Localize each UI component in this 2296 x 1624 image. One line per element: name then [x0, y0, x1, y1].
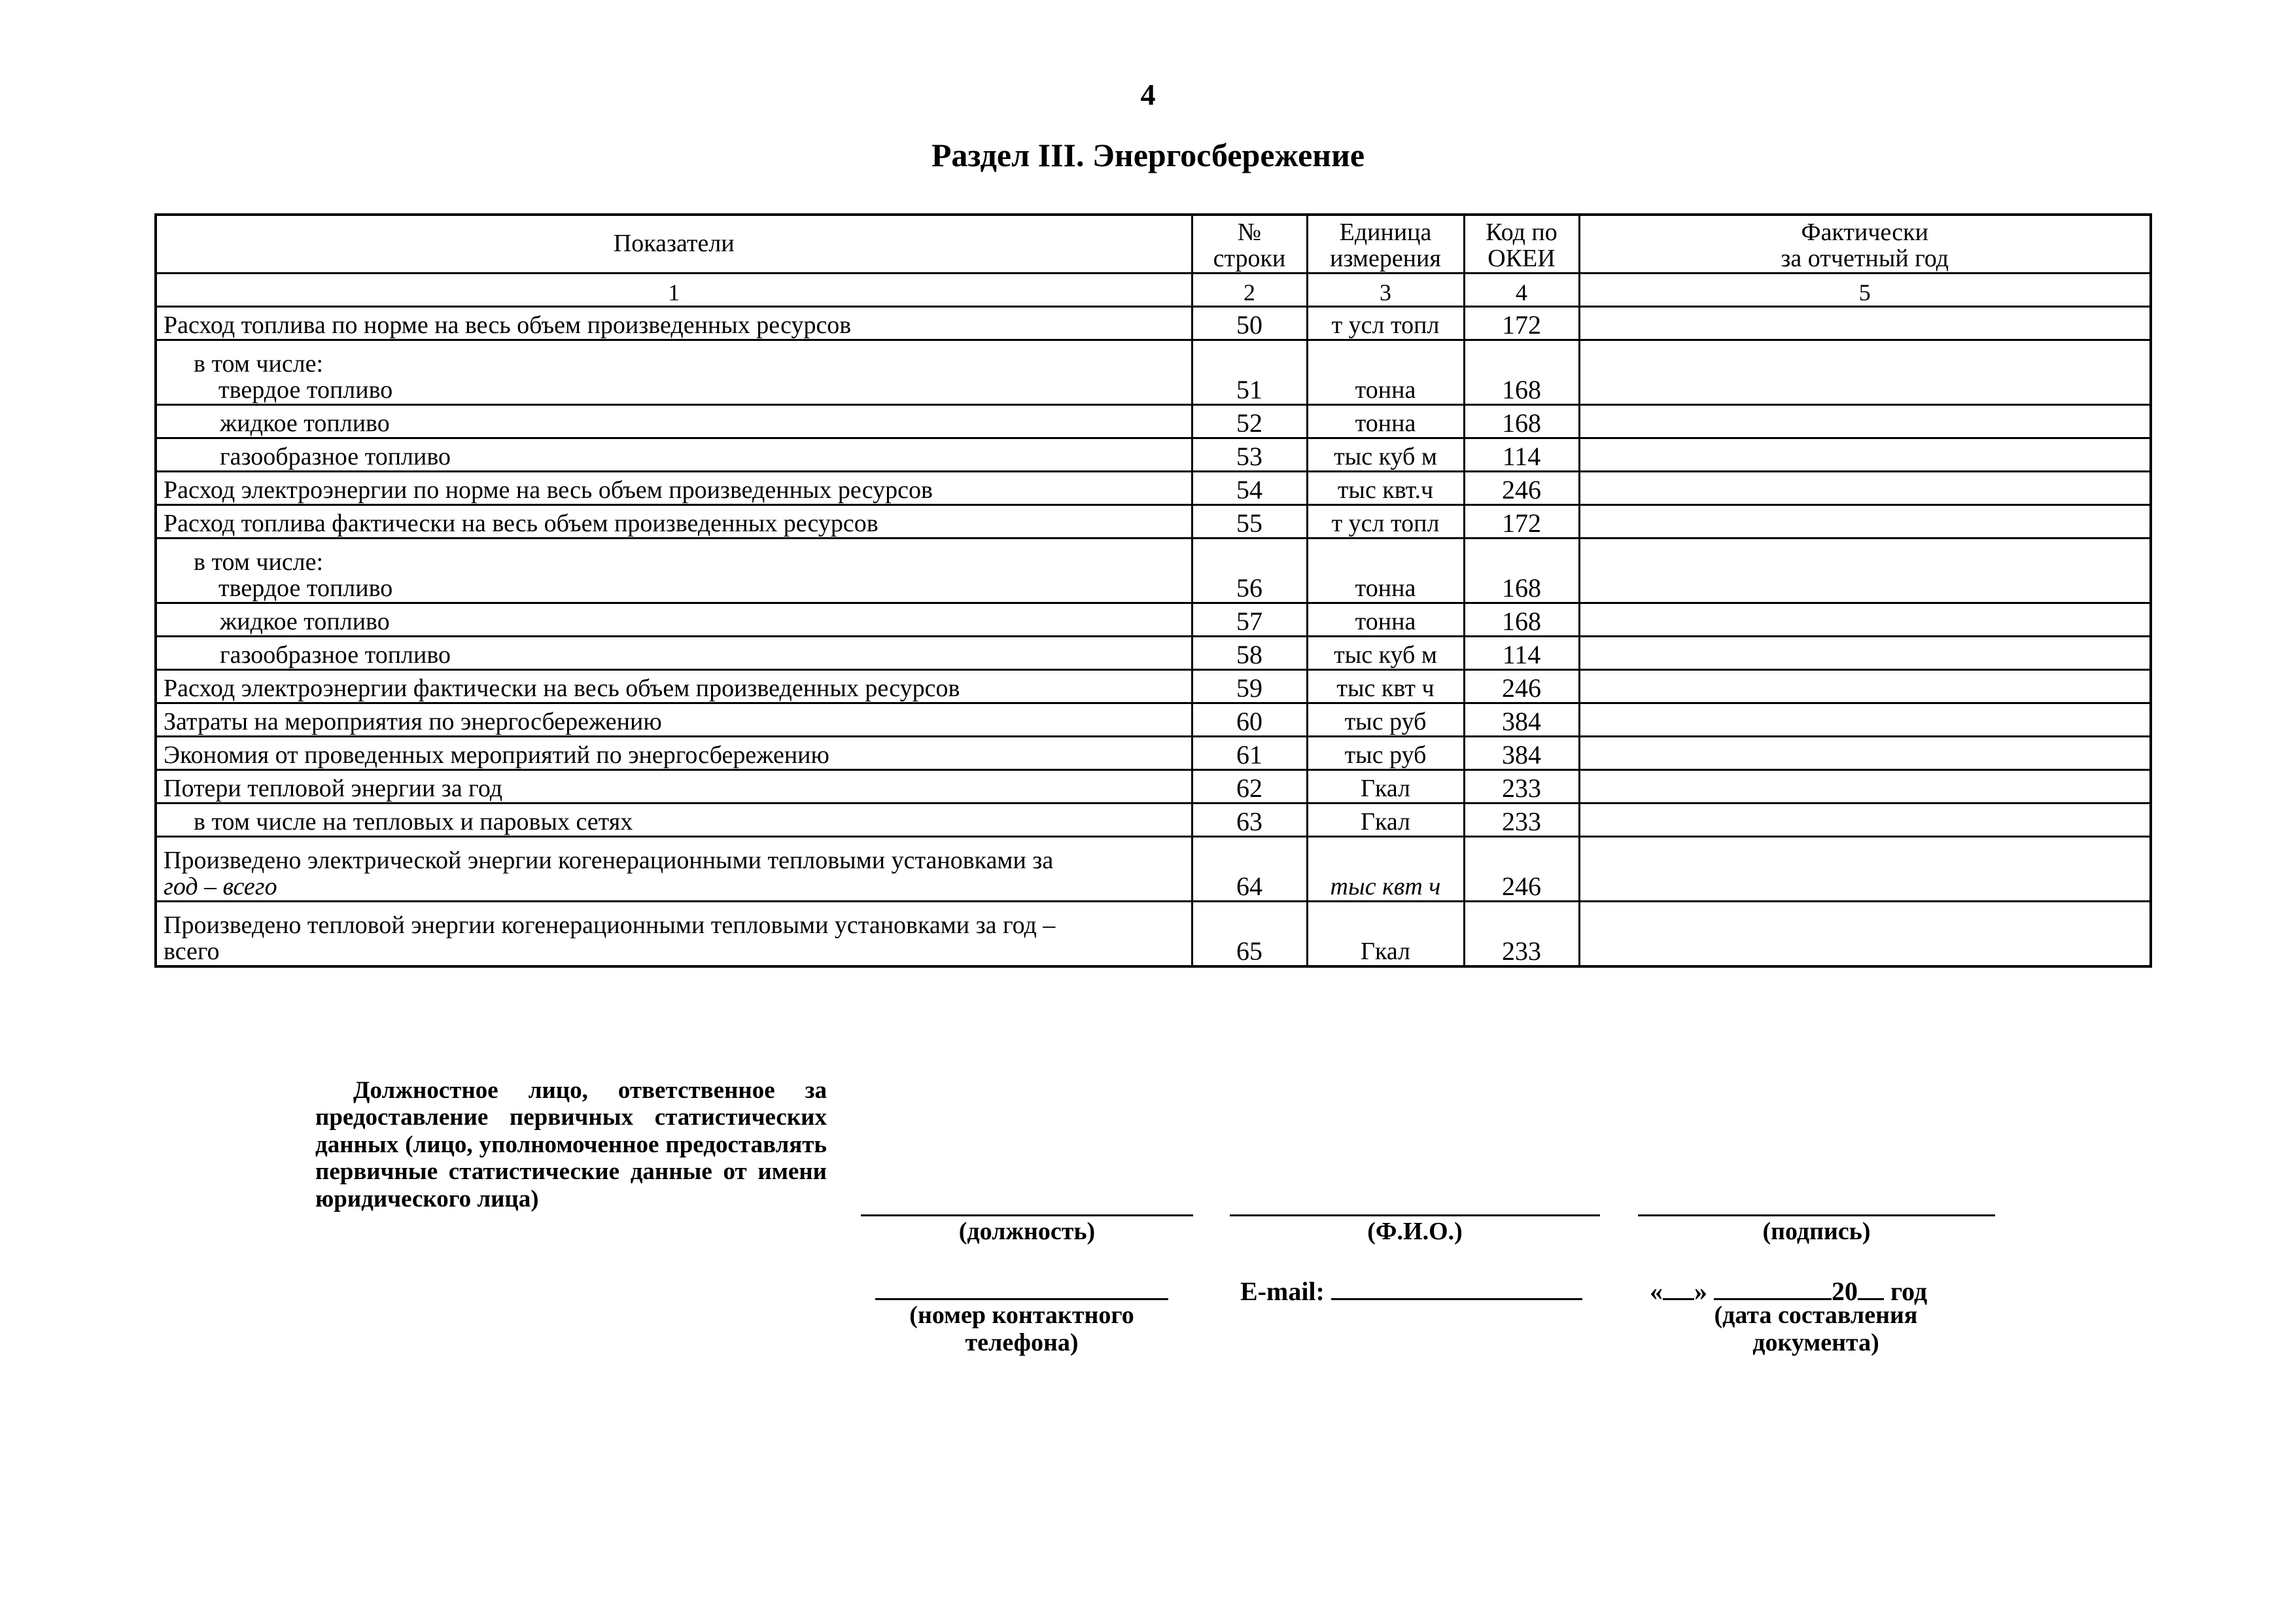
row-label: жидкое топливо	[156, 603, 1192, 637]
column-numbers-row	[156, 274, 2151, 307]
row-number: 53	[1192, 438, 1307, 472]
row-label: Расход электроэнергии по норме на весь объем произведенных ресурсов	[156, 472, 1192, 505]
row-number: 63	[1192, 803, 1307, 837]
header-unit	[1307, 215, 1464, 274]
row-value[interactable]	[1579, 505, 2151, 538]
table-row	[156, 438, 2151, 472]
row-unit: тыс квт.ч	[1307, 472, 1464, 505]
date-close-quote: »	[1694, 1277, 1707, 1306]
row-number: 54	[1192, 472, 1307, 505]
responsible-official-text: Должностное лицо, ответственное за предоставление первичных статистических данных (лицо, уполномоченное предоставлять первичные статистические данные от имени юридического лица)	[315, 1077, 827, 1212]
row-label: газообразное топливо	[156, 637, 1192, 670]
table-row	[156, 637, 2151, 670]
table-row	[156, 405, 2151, 438]
date-caption	[1672, 1302, 1960, 1357]
row-okei: 246	[1464, 472, 1579, 505]
table-row	[156, 803, 2151, 837]
row-number: 65	[1192, 902, 1307, 967]
row-label-line1: Произведено тепловой энергии когенерационными тепловыми установками за год –	[164, 911, 1056, 940]
row-okei: 168	[1464, 538, 1579, 603]
name-field[interactable]	[1230, 1214, 1600, 1216]
header-unit-line2: измерения	[1330, 245, 1441, 273]
row-sublabel: твердое топливо	[218, 376, 393, 404]
row-number: 61	[1192, 737, 1307, 770]
row-unit: тонна	[1307, 603, 1464, 637]
table-row	[156, 472, 2151, 505]
position-field[interactable]	[861, 1214, 1193, 1216]
header-okei	[1464, 215, 1579, 274]
row-label-line2: год – всего	[164, 873, 277, 901]
header-actual	[1579, 215, 2151, 274]
date-month-field[interactable]	[1714, 1276, 1832, 1300]
row-number: 57	[1192, 603, 1307, 637]
row-label	[156, 538, 1192, 603]
row-okei: 168	[1464, 405, 1579, 438]
row-value[interactable]	[1579, 603, 2151, 637]
table-row	[156, 703, 2151, 737]
row-label: Расход электроэнергии фактически на весь объем произведенных ресурсов	[156, 670, 1192, 703]
row-okei: 172	[1464, 505, 1579, 538]
row-number: 62	[1192, 770, 1307, 803]
row-prelabel: в том числе:	[194, 548, 324, 576]
row-unit: тонна	[1307, 538, 1464, 603]
row-value[interactable]	[1579, 803, 2151, 837]
date-open-quote: «	[1650, 1277, 1663, 1306]
row-value[interactable]	[1579, 737, 2151, 770]
date-day-field[interactable]	[1663, 1276, 1694, 1300]
row-okei: 172	[1464, 307, 1579, 340]
row-value[interactable]	[1579, 307, 2151, 340]
row-number: 59	[1192, 670, 1307, 703]
column-number: 4	[1464, 274, 1579, 307]
row-okei: 246	[1464, 837, 1579, 902]
row-label	[156, 837, 1192, 902]
row-okei: 168	[1464, 340, 1579, 405]
email-label: E-mail:	[1240, 1277, 1325, 1306]
row-value[interactable]	[1579, 340, 2151, 405]
phone-caption-line2: телефона)	[965, 1328, 1079, 1356]
row-sublabel: твердое топливо	[218, 574, 393, 603]
row-unit: Гкал	[1307, 902, 1464, 967]
row-value[interactable]	[1579, 837, 2151, 902]
row-label	[156, 902, 1192, 967]
table-row	[156, 670, 2151, 703]
header-actual-line2: за отчетный год	[1781, 245, 1949, 273]
row-label-line1: Произведено электрической энергии когенерационными тепловыми установками за	[164, 847, 1054, 875]
page-number: 4	[1140, 78, 1156, 111]
row-value[interactable]	[1579, 902, 2151, 967]
row-okei: 246	[1464, 670, 1579, 703]
phone-field[interactable]	[875, 1298, 1168, 1300]
table-header-row	[156, 215, 2151, 274]
row-unit: тыс квт ч	[1307, 670, 1464, 703]
date-caption-line1: (дата составления	[1714, 1301, 1918, 1329]
row-value[interactable]	[1579, 405, 2151, 438]
name-caption: (Ф.И.О.)	[1367, 1218, 1463, 1245]
row-number: 50	[1192, 307, 1307, 340]
header-actual-line1: Фактически	[1801, 219, 1928, 247]
row-okei: 233	[1464, 902, 1579, 967]
email-field[interactable]	[1331, 1276, 1582, 1300]
row-value[interactable]	[1579, 670, 2151, 703]
table-row	[156, 505, 2151, 538]
row-value[interactable]	[1579, 637, 2151, 670]
row-okei: 233	[1464, 770, 1579, 803]
row-value[interactable]	[1579, 472, 2151, 505]
phone-caption	[875, 1302, 1168, 1357]
table-row	[156, 737, 2151, 770]
row-unit: тыс руб	[1307, 737, 1464, 770]
row-unit: т усл топл	[1307, 505, 1464, 538]
header-row-no-line2: строки	[1213, 245, 1286, 273]
row-label-line2: всего	[164, 938, 220, 966]
column-number: 5	[1579, 274, 2151, 307]
table-row	[156, 340, 2151, 405]
signature-field[interactable]	[1638, 1214, 1995, 1216]
row-label: жидкое топливо	[156, 405, 1192, 438]
row-unit: Гкал	[1307, 803, 1464, 837]
table-row	[156, 837, 2151, 902]
row-value[interactable]	[1579, 770, 2151, 803]
header-okei-line2: ОКЕИ	[1487, 245, 1556, 273]
row-okei: 114	[1464, 438, 1579, 472]
header-row-no-line1: №	[1237, 219, 1262, 247]
header-okei-line1: Код по	[1486, 219, 1557, 247]
table-row	[156, 307, 2151, 340]
row-number: 52	[1192, 405, 1307, 438]
row-label: Экономия от проведенных мероприятий по энергосбережению	[156, 737, 1192, 770]
table-row	[156, 770, 2151, 803]
row-unit: Гкал	[1307, 770, 1464, 803]
section-title: Раздел III. Энергосбережение	[931, 137, 1365, 173]
row-number: 55	[1192, 505, 1307, 538]
row-label: Потери тепловой энергии за год	[156, 770, 1192, 803]
row-prelabel: в том числе:	[194, 350, 324, 378]
date-year-prefix: 20	[1832, 1277, 1858, 1306]
row-okei: 114	[1464, 637, 1579, 670]
row-value[interactable]	[1579, 438, 2151, 472]
row-value[interactable]	[1579, 703, 2151, 737]
header-unit-line1: Единица	[1339, 219, 1432, 247]
row-unit: тыс руб	[1307, 703, 1464, 737]
row-label: Затраты на мероприятия по энергосбережению	[156, 703, 1192, 737]
row-label	[156, 340, 1192, 405]
table-row	[156, 538, 2151, 603]
row-label: в том числе на тепловых и паровых сетях	[156, 803, 1192, 837]
row-unit: тыс куб м	[1307, 438, 1464, 472]
phone-caption-line1: (номер контактного	[909, 1301, 1134, 1329]
table-row	[156, 603, 2151, 637]
row-number: 56	[1192, 538, 1307, 603]
row-value[interactable]	[1579, 538, 2151, 603]
signature-caption: (подпись)	[1762, 1218, 1871, 1245]
table-row	[156, 902, 2151, 967]
row-number: 51	[1192, 340, 1307, 405]
header-indicator: Показатели	[156, 215, 1192, 274]
row-label: газообразное топливо	[156, 438, 1192, 472]
date-caption-line2: документа)	[1752, 1328, 1879, 1356]
column-number: 1	[156, 274, 1192, 307]
row-number: 58	[1192, 637, 1307, 670]
position-caption: (должность)	[958, 1218, 1096, 1245]
row-okei: 168	[1464, 603, 1579, 637]
row-unit: тыс куб м	[1307, 637, 1464, 670]
date-year-suffix: год	[1890, 1277, 1928, 1306]
energy-saving-table	[154, 213, 2152, 968]
column-number: 2	[1192, 274, 1307, 307]
row-label: Расход топлива фактически на весь объем произведенных ресурсов	[156, 505, 1192, 538]
row-okei: 384	[1464, 737, 1579, 770]
row-okei: 233	[1464, 803, 1579, 837]
row-unit: тонна	[1307, 405, 1464, 438]
row-number: 60	[1192, 703, 1307, 737]
header-row-no	[1192, 215, 1307, 274]
row-okei: 384	[1464, 703, 1579, 737]
row-unit: т усл топл	[1307, 307, 1464, 340]
row-label: Расход топлива по норме на весь объем произведенных ресурсов	[156, 307, 1192, 340]
row-number: 64	[1192, 837, 1307, 902]
date-year-field[interactable]	[1858, 1276, 1884, 1300]
row-unit: тыс квт ч	[1307, 837, 1464, 902]
row-unit: тонна	[1307, 340, 1464, 405]
email-row	[1240, 1276, 1582, 1307]
column-number: 3	[1307, 274, 1464, 307]
